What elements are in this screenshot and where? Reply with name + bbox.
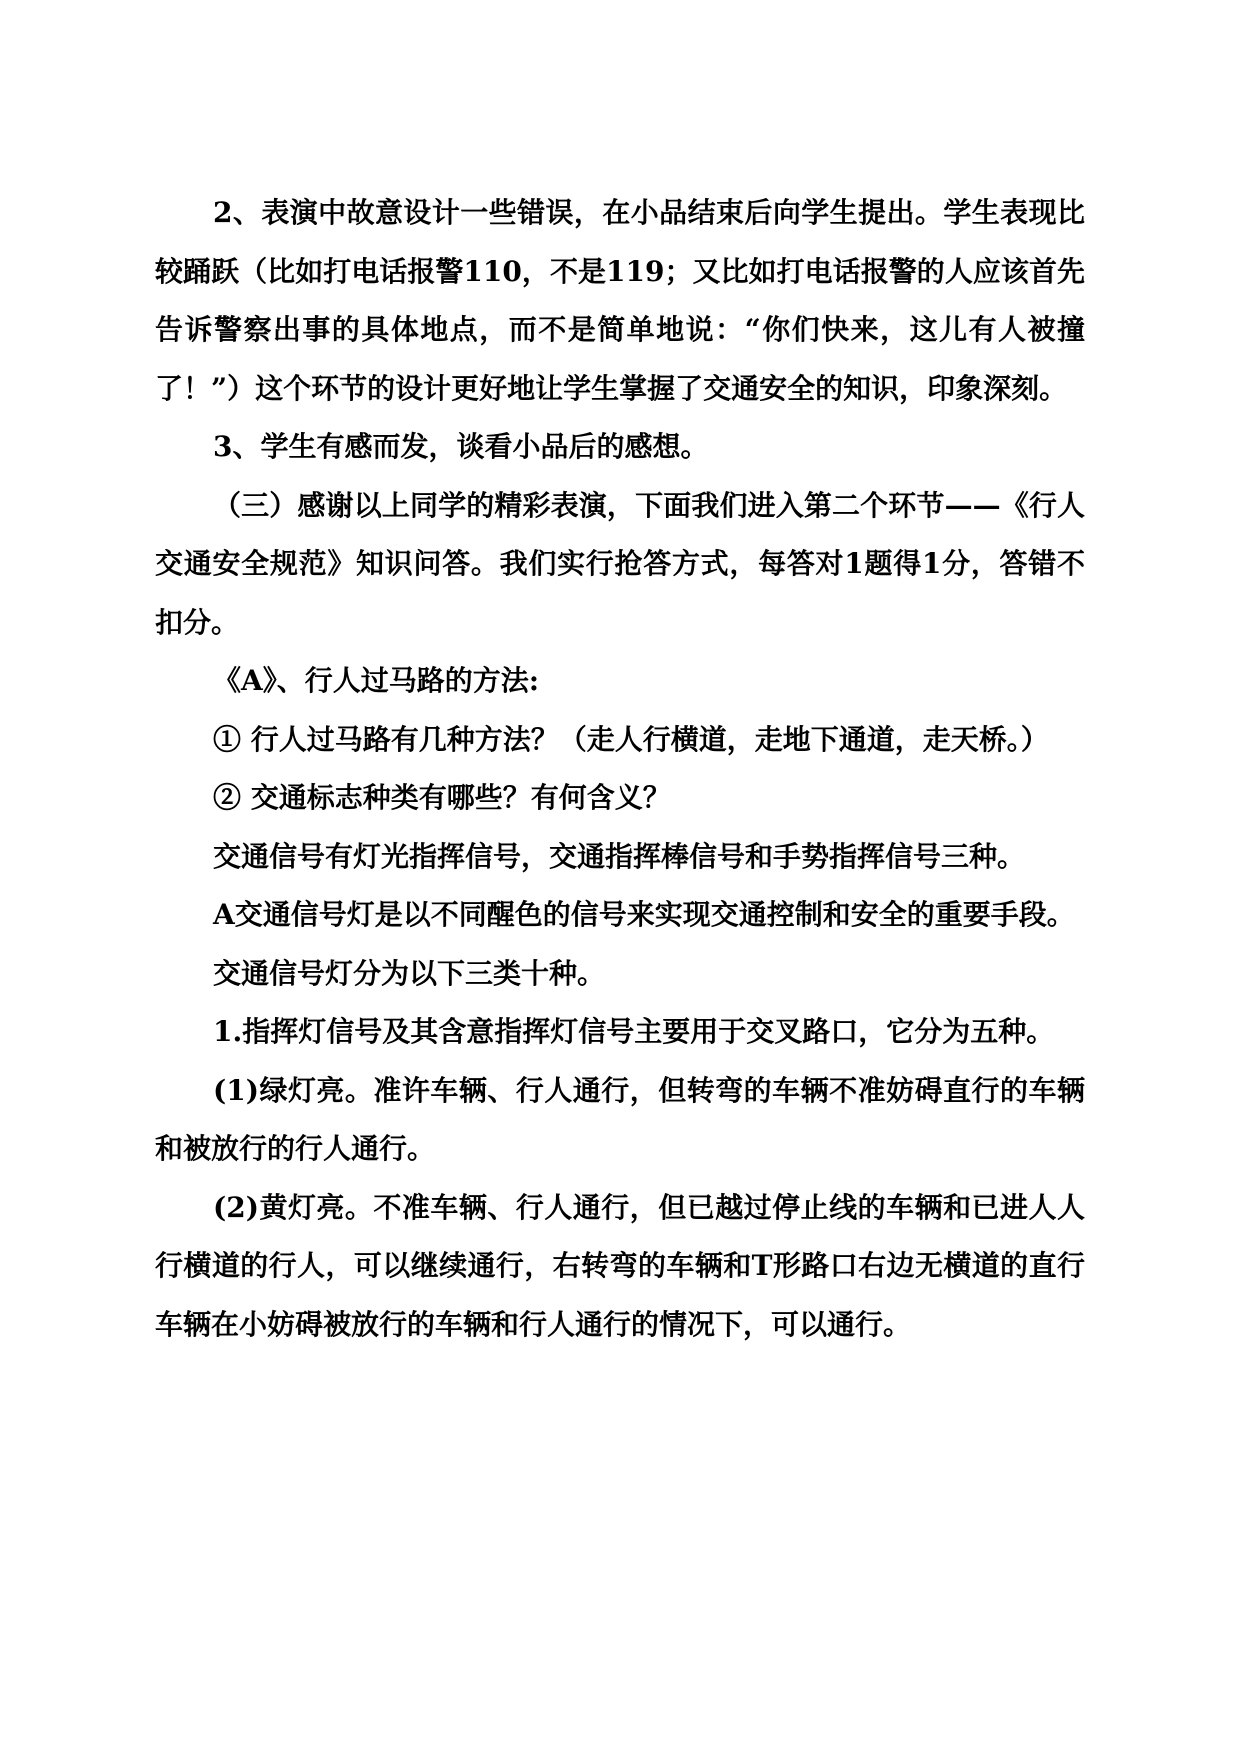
section-heading-crossing-methods: 《A》、行人过马路的方法: xyxy=(213,664,540,697)
question-crossing-methods: ① 行人过马路有几种方法？（走人行横道，走地下通道，走天桥。） xyxy=(213,722,1049,756)
paragraph-performance-errors: 2、表演中故意设计一些错误，在小品结束后向学生提出。学生表现比较踊跃（比如打电话报警110，不是119；又比如打电话报警的人应该首先告诉警察出事的具体地点，而不是简单地说：“你们快来，这儿有人被撞了！”）这个环节的设计更好地让学生掌握了交通安全的知识，印象深刻。 xyxy=(155,196,1085,405)
paragraph-quiz-intro: （三）感谢以上同学的精彩表演，下面我们进入第二个环节——《行人交通安全规范》知识问答。我们实行抢答方式，每答对1题得1分，答错不扣分。 xyxy=(155,488,1085,639)
paragraph-signal-categories: 交通信号灯分为以下三类十种。 xyxy=(213,956,606,990)
paragraph-signal-types: 交通信号有灯光指挥信号，交通指挥棒信号和手势指挥信号三种。 xyxy=(213,839,1026,873)
paragraph-green-light: (1)绿灯亮。准许车辆、行人通行，但转弯的车辆不准妨碍直行的车辆和被放行的行人通行。 xyxy=(155,1073,1085,1165)
question-sign-types: ② 交通标志种类有哪些？有何含义？ xyxy=(213,781,671,814)
paragraph-yellow-light: (2)黄灯亮。不准车辆、行人通行，但已越过停止线的车辆和已进人人行横道的行人，可以继续通行，右转弯的车辆和T形路口右边无横道的直行车辆在小妨碍被放行的车辆和行人通行的情况下，可以通行。 xyxy=(155,1190,1085,1341)
paragraph-signal-lights: A交通信号灯是以不同醒色的信号来实现交通控制和安全的重要手段。 xyxy=(213,898,1075,931)
paragraph-student-reflections: 3、学生有感而发，谈看小品后的感想。 xyxy=(213,430,709,463)
document-body xyxy=(155,184,1085,1354)
paragraph-command-light-signals: 1.指挥灯信号及其含意指挥灯信号主要用于交叉路口，它分为五种。 xyxy=(213,1015,1055,1048)
